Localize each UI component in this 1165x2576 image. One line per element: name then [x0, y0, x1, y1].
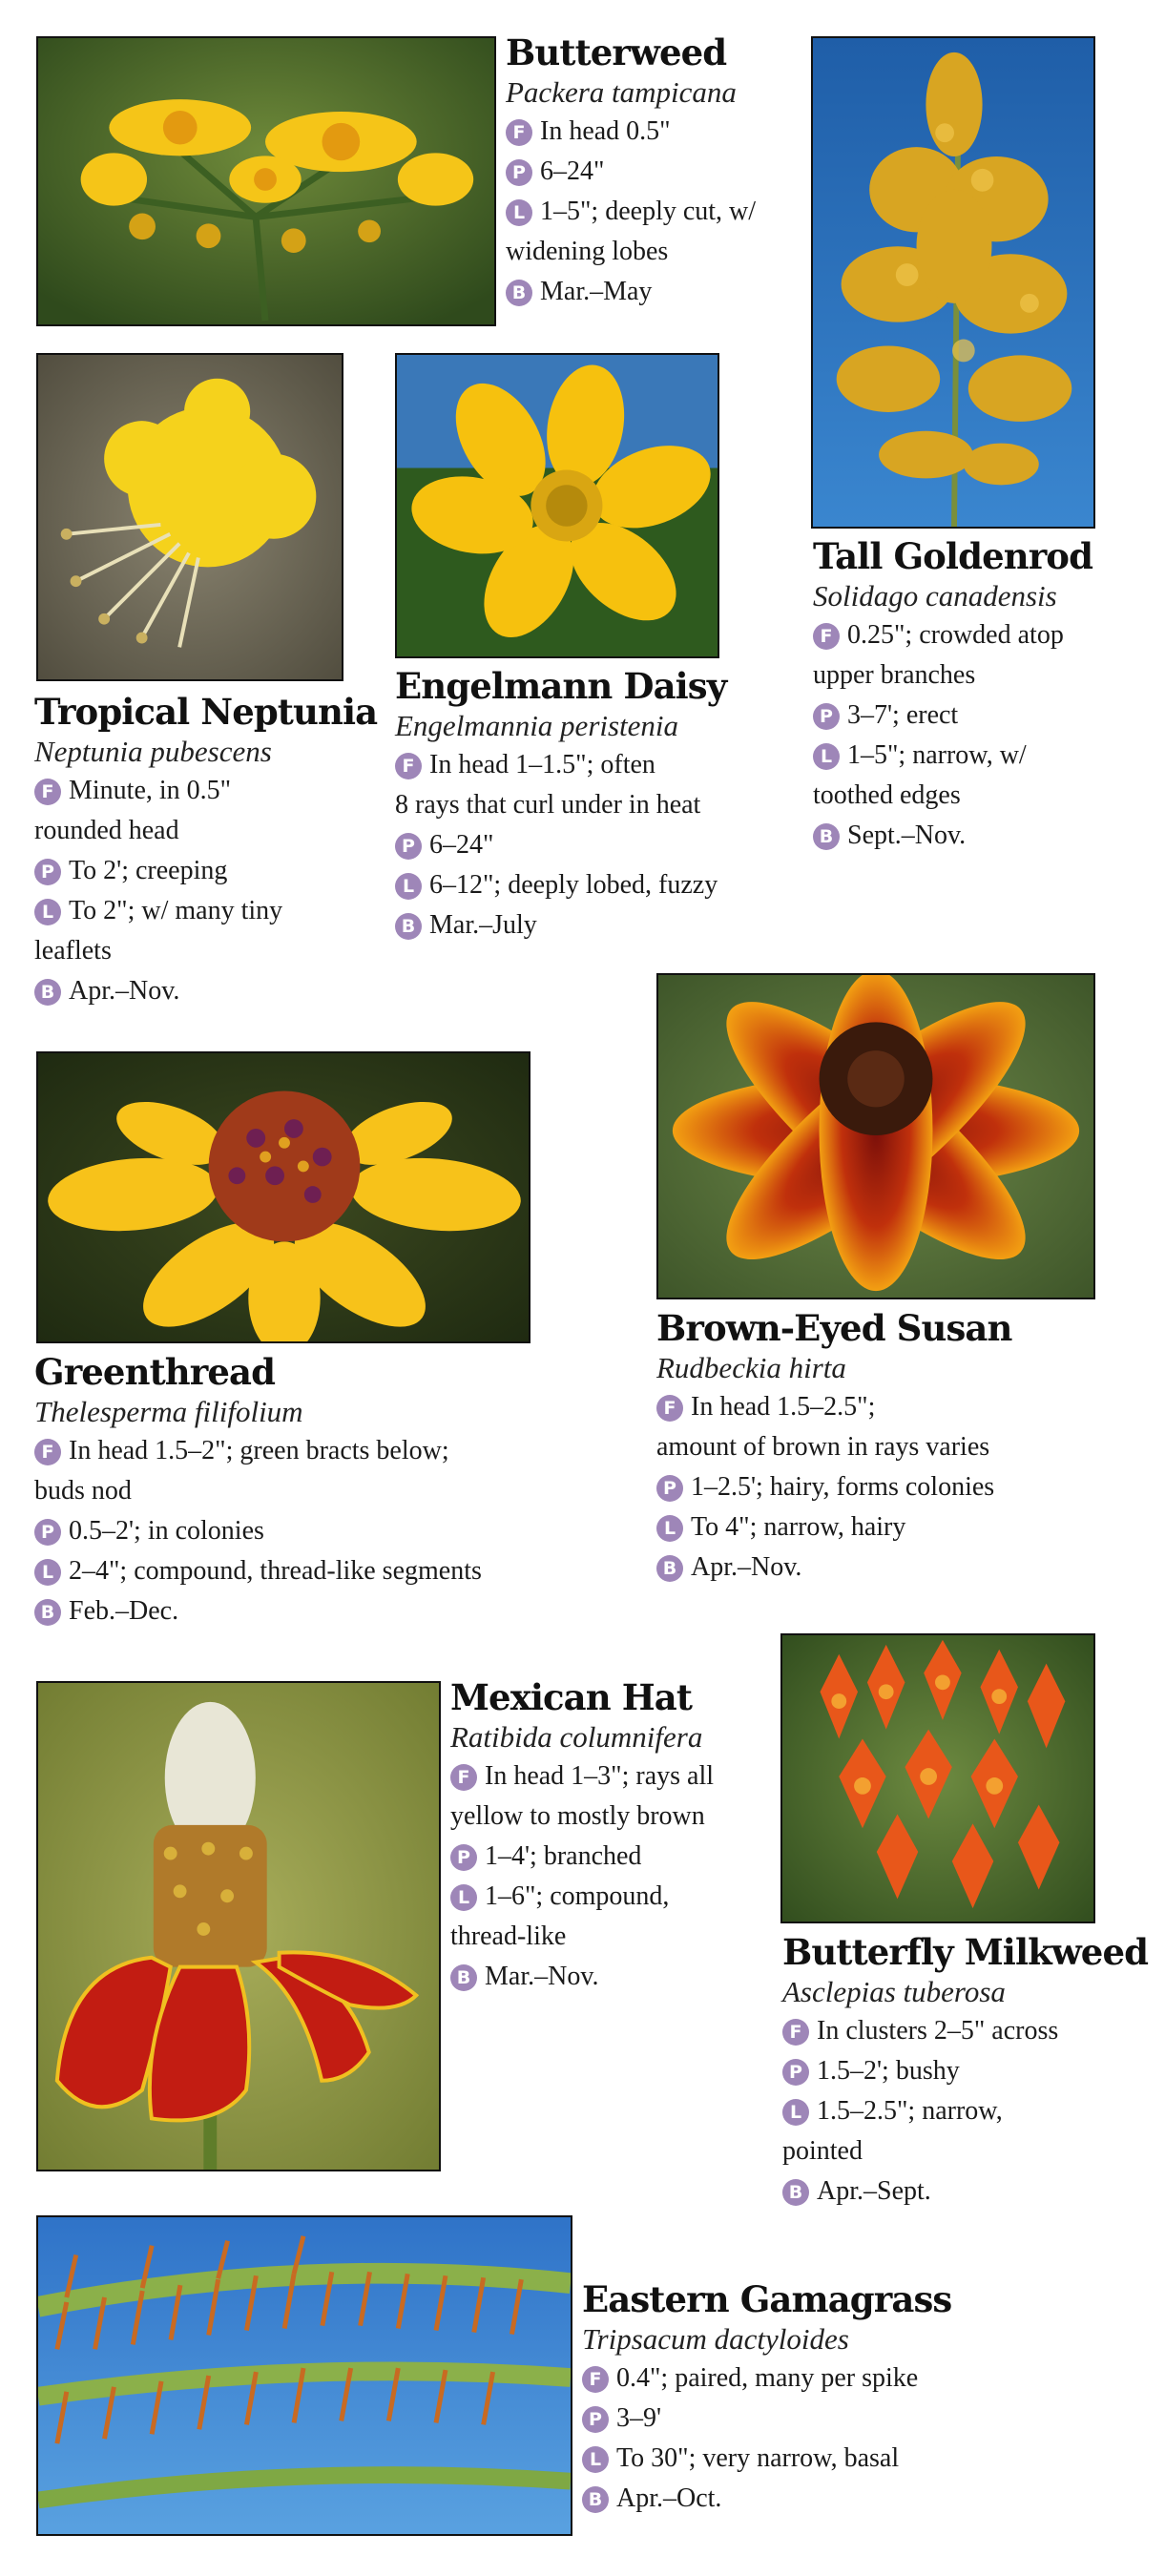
scientific-name: Ratibida columnifera — [450, 1720, 703, 1754]
leaf-fact: L 1–6"; compound, — [450, 1877, 714, 1917]
scientific-name: Engelmannia peristenia — [395, 709, 679, 742]
leaf-badge-icon: L — [34, 899, 61, 925]
flower-fact: F Minute, in 0.5" — [34, 771, 377, 811]
flower-fact-continued: amount of brown in rays varies — [656, 1432, 990, 1462]
bloom-badge-icon: B — [656, 1555, 683, 1582]
bloom-fact: B Apr.–Sept. — [782, 2171, 1148, 2212]
plant-badge-icon: P — [656, 1475, 683, 1502]
scientific-name: Solidago canadensis — [813, 579, 1057, 613]
bloom-fact: B Feb.–Dec. — [34, 1591, 482, 1631]
bloom-fact: B Mar.–May — [506, 272, 756, 312]
plant-fact: P 1.5–2'; bushy — [782, 2051, 1148, 2091]
brown-eyed-susan-entry — [656, 1307, 1011, 1588]
eastern-gamagrass-photo — [36, 2215, 572, 2536]
leaf-badge-icon: L — [395, 873, 422, 900]
engelmann-daisy-entry — [395, 665, 726, 945]
leaf-badge-icon: L — [782, 2099, 809, 2126]
leaf-badge-icon: L — [506, 199, 532, 226]
plant-fact: P 1–4'; branched — [450, 1837, 714, 1877]
butterfly-milkweed-entry — [782, 1931, 1148, 2212]
plant-badge-icon: P — [813, 703, 840, 730]
butterfly-milkweed-photo — [780, 1633, 1095, 1923]
leaf-fact: L 1–5"; narrow, w/ — [813, 736, 1092, 776]
bloom-fact: B Apr.–Nov. — [656, 1548, 1011, 1588]
scientific-name: Tripsacum dactyloides — [582, 2322, 849, 2356]
tall-goldenrod-entry — [813, 535, 1092, 856]
leaf-fact-continued: toothed edges — [813, 780, 961, 810]
brown-eyed-susan-photo — [656, 973, 1095, 1299]
flower-fact: F In clusters 2–5" across — [782, 2011, 1148, 2051]
plant-fact: P 6–24" — [395, 825, 726, 865]
leaf-badge-icon: L — [34, 1559, 61, 1586]
flower-badge-icon: F — [813, 623, 840, 650]
plant-badge-icon: P — [34, 859, 61, 885]
butterweed-photo — [36, 36, 496, 326]
leaf-fact: L 2–4"; compound, thread-like segments — [34, 1551, 482, 1591]
plant-badge-icon: P — [506, 159, 532, 186]
flower-badge-icon: F — [395, 753, 422, 779]
mexican-hat-entry — [450, 1676, 714, 1997]
scientific-name: Packera tampicana — [506, 75, 737, 109]
leaf-badge-icon: L — [582, 2446, 609, 2473]
flower-fact: F 0.25"; crowded atop — [813, 615, 1092, 655]
scientific-name: Rudbeckia hirta — [656, 1351, 846, 1384]
eastern-gamagrass-entry — [582, 2278, 951, 2519]
bloom-badge-icon: B — [813, 823, 840, 850]
flower-badge-icon: F — [656, 1395, 683, 1422]
leaf-fact-continued: pointed — [782, 2136, 863, 2166]
scientific-name: Neptunia pubescens — [34, 735, 272, 768]
bloom-fact: B Mar.–Nov. — [450, 1957, 714, 1997]
plant-badge-icon: P — [782, 2059, 809, 2086]
plant-fact: P 3–9' — [582, 2399, 951, 2439]
leaf-fact-continued: thread-like — [450, 1922, 567, 1951]
plant-badge-icon: P — [450, 1844, 477, 1871]
leaf-fact: L To 2"; w/ many tiny — [34, 891, 377, 931]
flower-fact: F In head 1–1.5"; often — [395, 745, 726, 785]
species-name: Butterfly Milkweed — [782, 1931, 1149, 1973]
species-name: Tropical Neptunia — [34, 691, 378, 733]
leaf-fact-continued: widening lobes — [506, 237, 669, 266]
bloom-badge-icon: B — [506, 280, 532, 306]
flower-fact: F 0.4"; paired, many per spike — [582, 2358, 951, 2399]
species-name: Brown-Eyed Susan — [656, 1307, 1012, 1349]
leaf-fact: L 1–5"; deeply cut, w/ — [506, 192, 756, 232]
species-name: Greenthread — [34, 1351, 276, 1393]
leaf-fact: L To 30"; very narrow, basal — [582, 2439, 951, 2479]
tall-goldenrod-photo — [811, 36, 1095, 529]
leaf-badge-icon: L — [450, 1884, 477, 1911]
flower-badge-icon: F — [506, 119, 532, 146]
bloom-badge-icon: B — [34, 979, 61, 1006]
bloom-badge-icon: B — [34, 1599, 61, 1626]
species-name: Tall Goldenrod — [813, 535, 1093, 577]
bloom-fact: B Mar.–July — [395, 905, 726, 945]
plant-badge-icon: P — [34, 1519, 61, 1546]
species-name: Butterweed — [506, 31, 727, 73]
greenthread-photo — [36, 1051, 530, 1343]
bloom-badge-icon: B — [582, 2486, 609, 2513]
plant-fact: P 3–7'; erect — [813, 696, 1092, 736]
butterweed-entry — [506, 31, 756, 312]
mexican-hat-photo — [36, 1681, 441, 2171]
bloom-fact: B Apr.–Oct. — [582, 2479, 951, 2519]
greenthread-entry — [34, 1351, 482, 1631]
flower-badge-icon: F — [34, 1439, 61, 1465]
species-name: Engelmann Daisy — [395, 665, 727, 707]
leaf-badge-icon: L — [813, 743, 840, 770]
scientific-name: Thelesperma filifolium — [34, 1395, 303, 1428]
tropical-neptunia-entry — [34, 691, 377, 1011]
bloom-fact: B Sept.–Nov. — [813, 816, 1092, 856]
species-name: Eastern Gamagrass — [582, 2278, 952, 2320]
flower-badge-icon: F — [582, 2366, 609, 2393]
plant-fact: P 0.5–2'; in colonies — [34, 1511, 482, 1551]
leaf-fact-continued: leaflets — [34, 936, 112, 966]
plant-fact: P 1–2.5'; hairy, forms colonies — [656, 1467, 1011, 1507]
flower-badge-icon: F — [782, 2019, 809, 2046]
leaf-fact: L 6–12"; deeply lobed, fuzzy — [395, 865, 726, 905]
species-name: Mexican Hat — [450, 1676, 693, 1718]
flower-badge-icon: F — [450, 1764, 477, 1791]
flower-fact: F In head 1–3"; rays all — [450, 1756, 714, 1797]
scientific-name: Asclepias tuberosa — [782, 1975, 1006, 2008]
flower-badge-icon: F — [34, 779, 61, 805]
leaf-fact: L 1.5–2.5"; narrow, — [782, 2091, 1148, 2131]
plant-badge-icon: P — [395, 833, 422, 860]
flower-fact: F In head 1.5–2"; green bracts below; — [34, 1431, 482, 1471]
flower-fact-continued: yellow to mostly brown — [450, 1801, 705, 1831]
flower-fact-continued: buds nod — [34, 1476, 132, 1506]
flower-fact-continued: rounded head — [34, 816, 179, 845]
leaf-fact: L To 4"; narrow, hairy — [656, 1507, 1011, 1548]
tropical-neptunia-photo — [36, 353, 343, 681]
flower-fact-continued: upper branches — [813, 660, 976, 690]
bloom-badge-icon: B — [395, 913, 422, 940]
plant-fact: P To 2'; creeping — [34, 851, 377, 891]
bloom-badge-icon: B — [782, 2179, 809, 2206]
plant-badge-icon: P — [582, 2406, 609, 2433]
leaf-badge-icon: L — [656, 1515, 683, 1542]
engelmann-daisy-photo — [395, 353, 719, 658]
flower-fact-continued: 8 rays that curl under in heat — [395, 790, 701, 820]
bloom-fact: B Apr.–Nov. — [34, 971, 377, 1011]
flower-fact: F In head 0.5" — [506, 112, 756, 152]
bloom-badge-icon: B — [450, 1964, 477, 1991]
flower-fact: F In head 1.5–2.5"; — [656, 1387, 1011, 1427]
plant-fact: P 6–24" — [506, 152, 756, 192]
